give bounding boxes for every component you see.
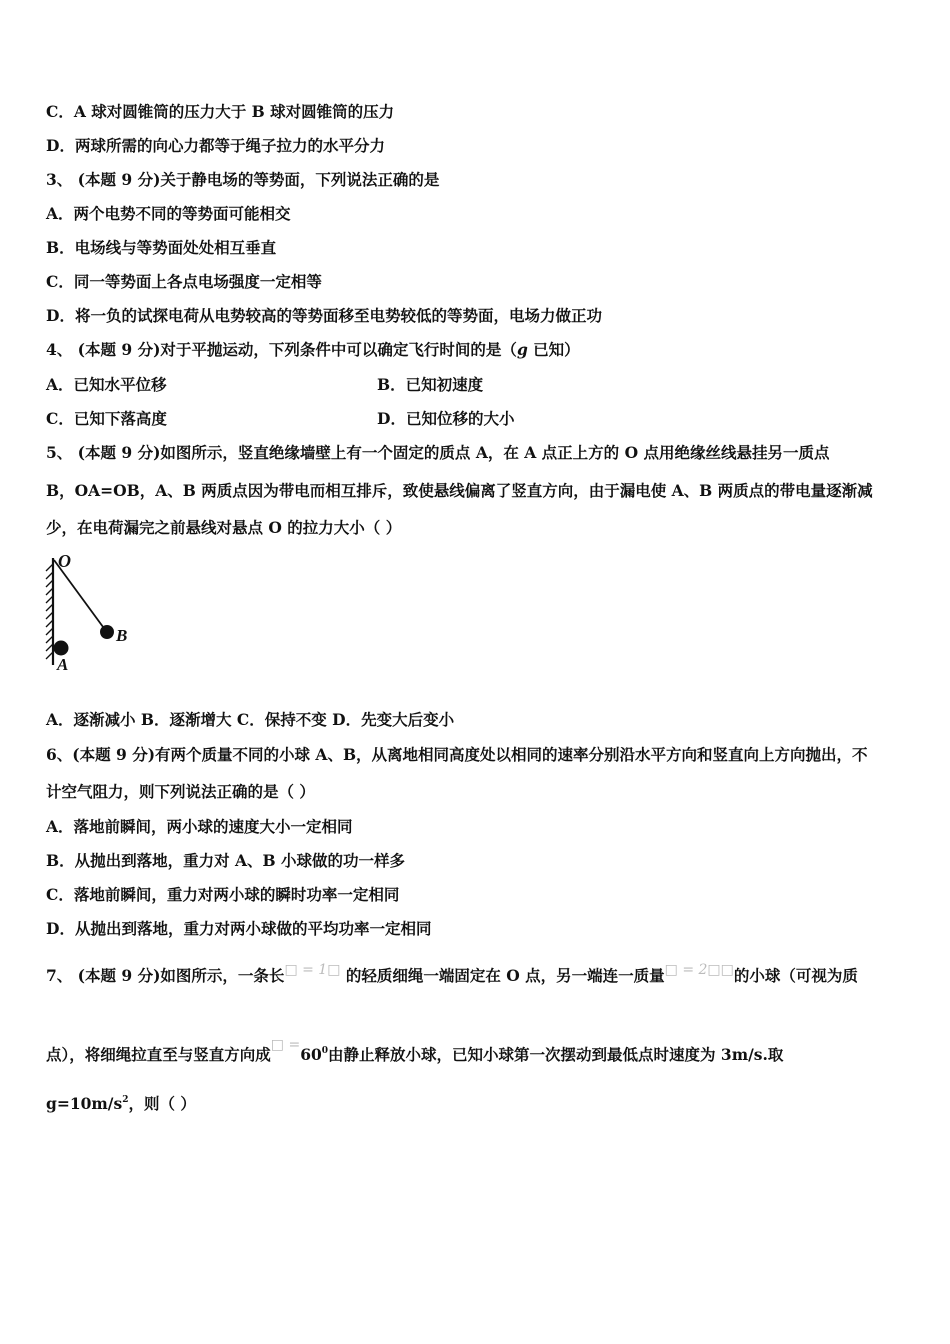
question-4-text: 4、 (本题 9 分)对于平抛运动，下列条件中可以确定飞行时间的是（ (46, 340, 517, 359)
ball-b (100, 625, 114, 639)
q7-text-d: 点），将细绳拉直至与竖直方向成 (46, 1045, 271, 1064)
question-6-line1: 6、(本题 9 分)有两个质量不同的小球 A、B，从离地相同高度处以相同的速率分别沿水平方向和竖直向上方向抛出，不 (46, 745, 868, 764)
question-3: 3、 (本题 9 分)关于静电场的等势面，下列说法正确的是 (46, 170, 440, 189)
gravity-value: g=10m/s (46, 1094, 123, 1113)
question-5-line2: B，OA=OB，A、B 两质点因为带电而相互排斥，致使悬线偏离了竖直方向，由于漏电使 A、B 两质点的带电量逐渐减 (46, 481, 873, 500)
option-d-q2: D．两球所需的向心力都等于绳子拉力的水平分力 (46, 136, 385, 155)
squared-superscript: 2 (122, 1095, 129, 1105)
question-4-text-end: 已知） (527, 340, 580, 359)
option-d-q3: D．将一负的试探电荷从电势较高的等势面移至电势较低的等势面，电场力做正功 (46, 306, 602, 325)
option-b-q3: B．电场线与等势面处处相互垂直 (46, 238, 277, 257)
option-d-q4: D．已知位移的大小 (377, 409, 515, 428)
options-q5: A．逐渐减小 B．逐渐增大 C．保持不变 D．先变大后变小 (46, 710, 455, 729)
formula-placeholder-mass: □ = 2□□ (664, 962, 734, 978)
option-b-q6: B．从抛出到落地，重力对 A、B 小球做的功一样多 (46, 851, 406, 870)
option-c-q6: C．落地前瞬间，重力对两小球的瞬时功率一定相同 (46, 885, 400, 904)
option-d-q6: D．从抛出到落地，重力对两小球做的平均功率一定相同 (46, 919, 432, 938)
option-a-q4: A．已知水平位移 (46, 375, 167, 394)
degree-superscript: 0 (321, 1046, 329, 1056)
q7-text-c: 的小球（可视为质 (733, 966, 858, 985)
question-7-line1 (46, 962, 858, 986)
option-c-q4: C．已知下落高度 (46, 409, 167, 428)
option-a-q3: A．两个电势不同的等势面可能相交 (46, 204, 291, 223)
symbol-g: g (516, 340, 528, 359)
q7-text-b: 的轻质细绳一端固定在 O 点，另一端连一质量 (345, 966, 665, 985)
option-c-q2: C．A 球对圆锥筒的压力大于 B 球对圆锥筒的压力 (46, 102, 395, 121)
q7-text-a: 7、 (本题 9 分)如图所示，一条长 (46, 966, 285, 985)
question-5-line1: 5、 (本题 9 分)如图所示，竖直绝缘墙壁上有一个固定的质点 A，在 A 点正上方的 O 点用绝缘丝线悬挂另一质点 (46, 443, 830, 462)
option-c-q3: C．同一等势面上各点电场强度一定相等 (46, 272, 322, 291)
formula-placeholder-length: □ = 1□ (284, 962, 341, 978)
question-7-line2 (46, 1037, 784, 1065)
question-5-line3: 少，在电荷漏完之前悬线对悬点 O 的拉力大小（ ） (46, 518, 402, 537)
option-a-q6: A．落地前瞬间，两小球的速度大小一定相同 (46, 817, 353, 836)
q7-text-f: ，则（ ） (128, 1094, 196, 1113)
question-6-line2: 计空气阻力，则下列说法正确的是（ ） (46, 782, 315, 801)
label-o: O (58, 551, 71, 571)
label-b: B (116, 626, 128, 645)
label-a: A (57, 655, 69, 674)
angle-value: 60 (300, 1045, 322, 1064)
ball-a (54, 641, 69, 656)
question-4 (46, 340, 580, 360)
formula-placeholder-angle: □ = (270, 1037, 301, 1053)
q7-text-e: 由静止释放小球，已知小球第一次摆动到最低点时速度为 3m/s.取 (328, 1045, 784, 1064)
option-b-q4: B．已知初速度 (377, 375, 484, 394)
pendulum-figure (42, 550, 142, 675)
question-7-line3 (46, 1090, 196, 1114)
